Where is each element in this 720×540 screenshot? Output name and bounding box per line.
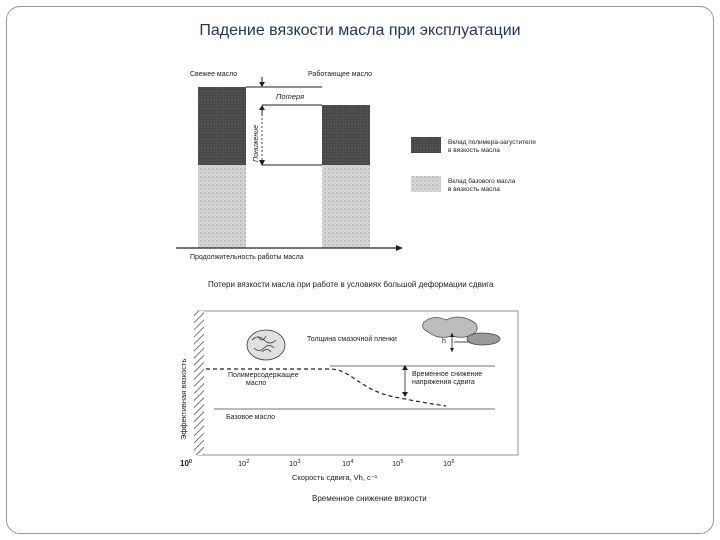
x-tick-4-base: 10 [392,459,401,468]
label-base-oil: Базовое масло [226,414,276,421]
legend-text-polymer [448,139,538,154]
x-tick-4-exp: 5 [400,459,404,465]
hatched-wall [194,311,204,455]
legend-polymer-line-2: в вязкость масла [448,147,500,154]
bottom-x-label: Скорость сдвига, Vh, с⁻¹ [292,473,378,482]
x-tick-3 [342,459,353,468]
slide-title: Падение вязкости масла при эксплуатации [199,22,521,39]
bottom-chart [179,311,518,482]
label-temp-drop [412,371,484,386]
label-polymer-line-2: масло [246,380,267,387]
temp-drop-arrowhead-bottom [402,392,408,397]
x-tick-1-exp: 2 [246,459,250,465]
x-tick-2 [289,459,300,468]
fresh-polymer-block [198,87,246,165]
coil-molecule-icon [247,330,285,360]
x-tick-labels [180,459,454,468]
legend-polymer-line-1: Вклад полимера-загустителя [448,139,536,146]
top-x-label: Продолжительность работы масла [190,254,304,261]
label-temp-drop-line-1: Временное снижение [412,371,483,378]
label-film-thickness: Толщина смазочной пленки [307,336,397,343]
film-blob-icon [423,317,500,345]
x-tick-0-exp: 0 [188,459,192,465]
label-loss: Потеря [276,92,305,101]
legend-swatch-polymer [411,137,441,153]
loss-arrowhead-top [259,82,265,87]
middle-caption: Потери вязкости масла при работе в условиях большой деформации сдвига [208,280,494,289]
h-arrowhead-bottom [450,348,454,352]
x-tick-1-base: 10 [238,459,247,468]
x-tick-5-base: 10 [443,459,452,468]
fresh-base-block [198,165,246,248]
label-drop: Понижение [253,124,260,162]
x-tick-4 [392,459,403,468]
label-polymer-line-1: Полимерсодержащее [228,372,299,379]
label-fresh-oil: Свежее масло [190,71,238,78]
x-tick-0 [180,459,192,468]
x-tick-5 [443,459,454,468]
x-tick-2-exp: 3 [297,459,301,465]
working-base-block [322,165,370,248]
bottom-caption: Временное снижение вязкости [312,494,427,503]
x-tick-0-base: 10 [180,459,189,468]
x-tick-1 [238,459,249,468]
bottom-y-label: Эффективная вязкость [179,358,188,440]
label-working-oil: Работающее масло [308,71,373,78]
legend-text-base [448,177,517,193]
x-tick-2-base: 10 [289,459,298,468]
legend-swatch-base [411,176,441,192]
legend-base-line-2: в вязкость масла [448,186,500,193]
label-polymer-oil [228,372,301,387]
x-tick-5-exp: 6 [451,459,455,465]
x-tick-3-base: 10 [342,459,351,468]
legend-base-line-1: Вклад базового масла [448,178,516,185]
top-x-axis-arrow [396,245,403,251]
x-tick-3-exp: 4 [350,459,354,465]
top-diagram [176,70,538,261]
label-temp-drop-line-2: напряжения сдвига [412,379,475,386]
label-h: h [442,338,446,345]
working-polymer-block [322,105,370,165]
